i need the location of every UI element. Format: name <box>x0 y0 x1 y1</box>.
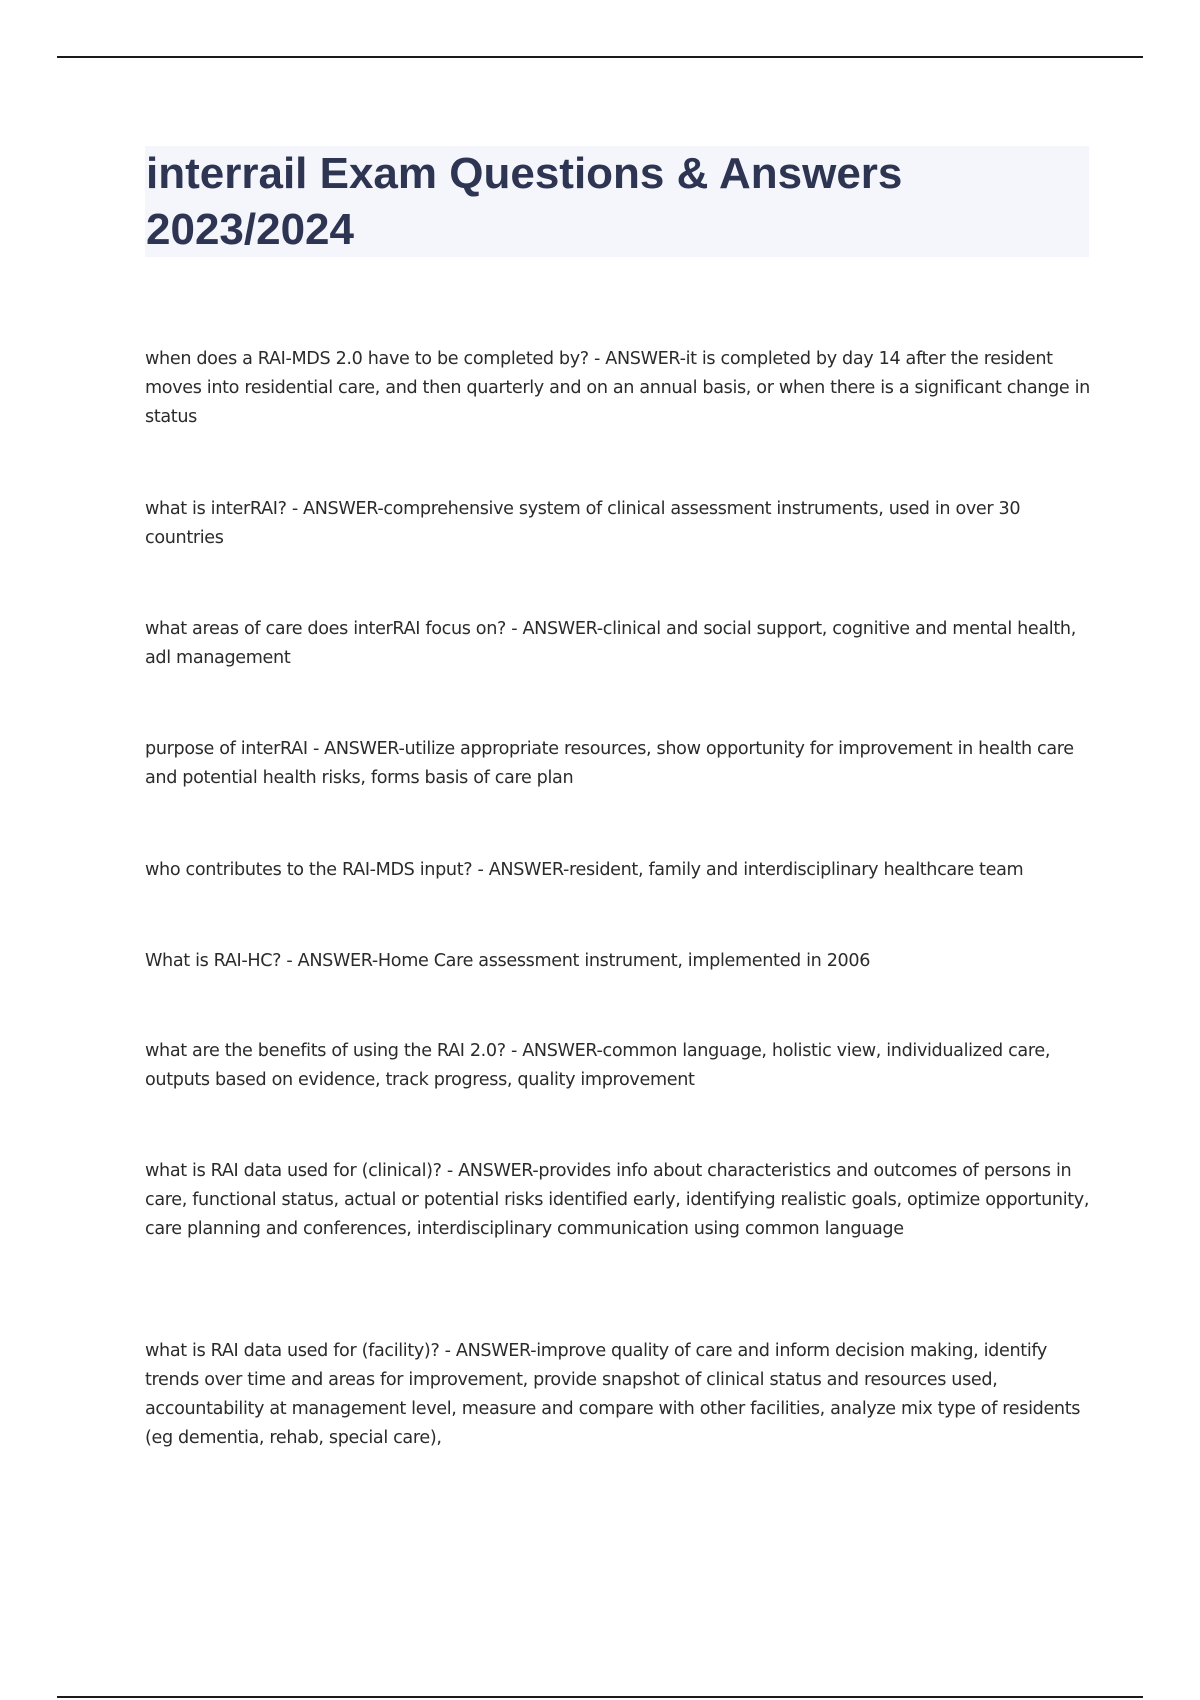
qa-entry-7: what are the benefits of using the RAI 2.0? - ANSWER-common language, holistic view, individualized care, outputs based on evidence, track progress, quality improvement <box>145 1041 1051 1090</box>
qa-entry-4: purpose of interRAI - ANSWER-utilize appropriate resources, show opportunity for improvement in health care and potential health risks, forms basis of care plan <box>145 739 1074 788</box>
qa-entry-5: who contributes to the RAI-MDS input? - ANSWER-resident, family and interdisciplinary healthcare team <box>145 860 1024 880</box>
qa-entry-6: What is RAI-HC? - ANSWER-Home Care assessment instrument, implemented in 2006 <box>145 951 871 971</box>
qa-entry-3: what areas of care does interRAI focus on? - ANSWER-clinical and social support, cognitive and mental health, adl management <box>145 619 1076 668</box>
qa-entry-9: what is RAI data used for (facility)? - ANSWER-improve quality of care and inform decision making, identify trends over time and areas for improvement, provide snapshot of clinical status and resources used, accountability at management level, measure and compare with other facilities, analyze mix type of residents (eg dementia, rehab, special care), <box>145 1341 1081 1448</box>
qa-entry-2: what is interRAI? - ANSWER-comprehensive system of clinical assessment instruments, used in over 30 countries <box>145 499 1021 548</box>
title-line-1: interrail Exam Questions & Answers <box>146 149 903 198</box>
qa-entry-8: what is RAI data used for (clinical)? - ANSWER-provides info about characteristics and outcomes of persons in care, functional status, actual or potential risks identified early, identifying realistic goals, optimize opportunity, care planning and conferences, interdisciplinary communication using common language <box>145 1161 1090 1239</box>
page-title <box>146 146 1046 258</box>
qa-entry-1: when does a RAI-MDS 2.0 have to be completed by? - ANSWER-it is completed by day 14 after the resident moves into residential care, and then quarterly and on an annual basis, or when there is a significant change in status <box>145 349 1090 427</box>
top-rule <box>57 56 1143 58</box>
bottom-rule <box>57 1696 1143 1698</box>
title-line-2: 2023/2024 <box>146 205 354 254</box>
